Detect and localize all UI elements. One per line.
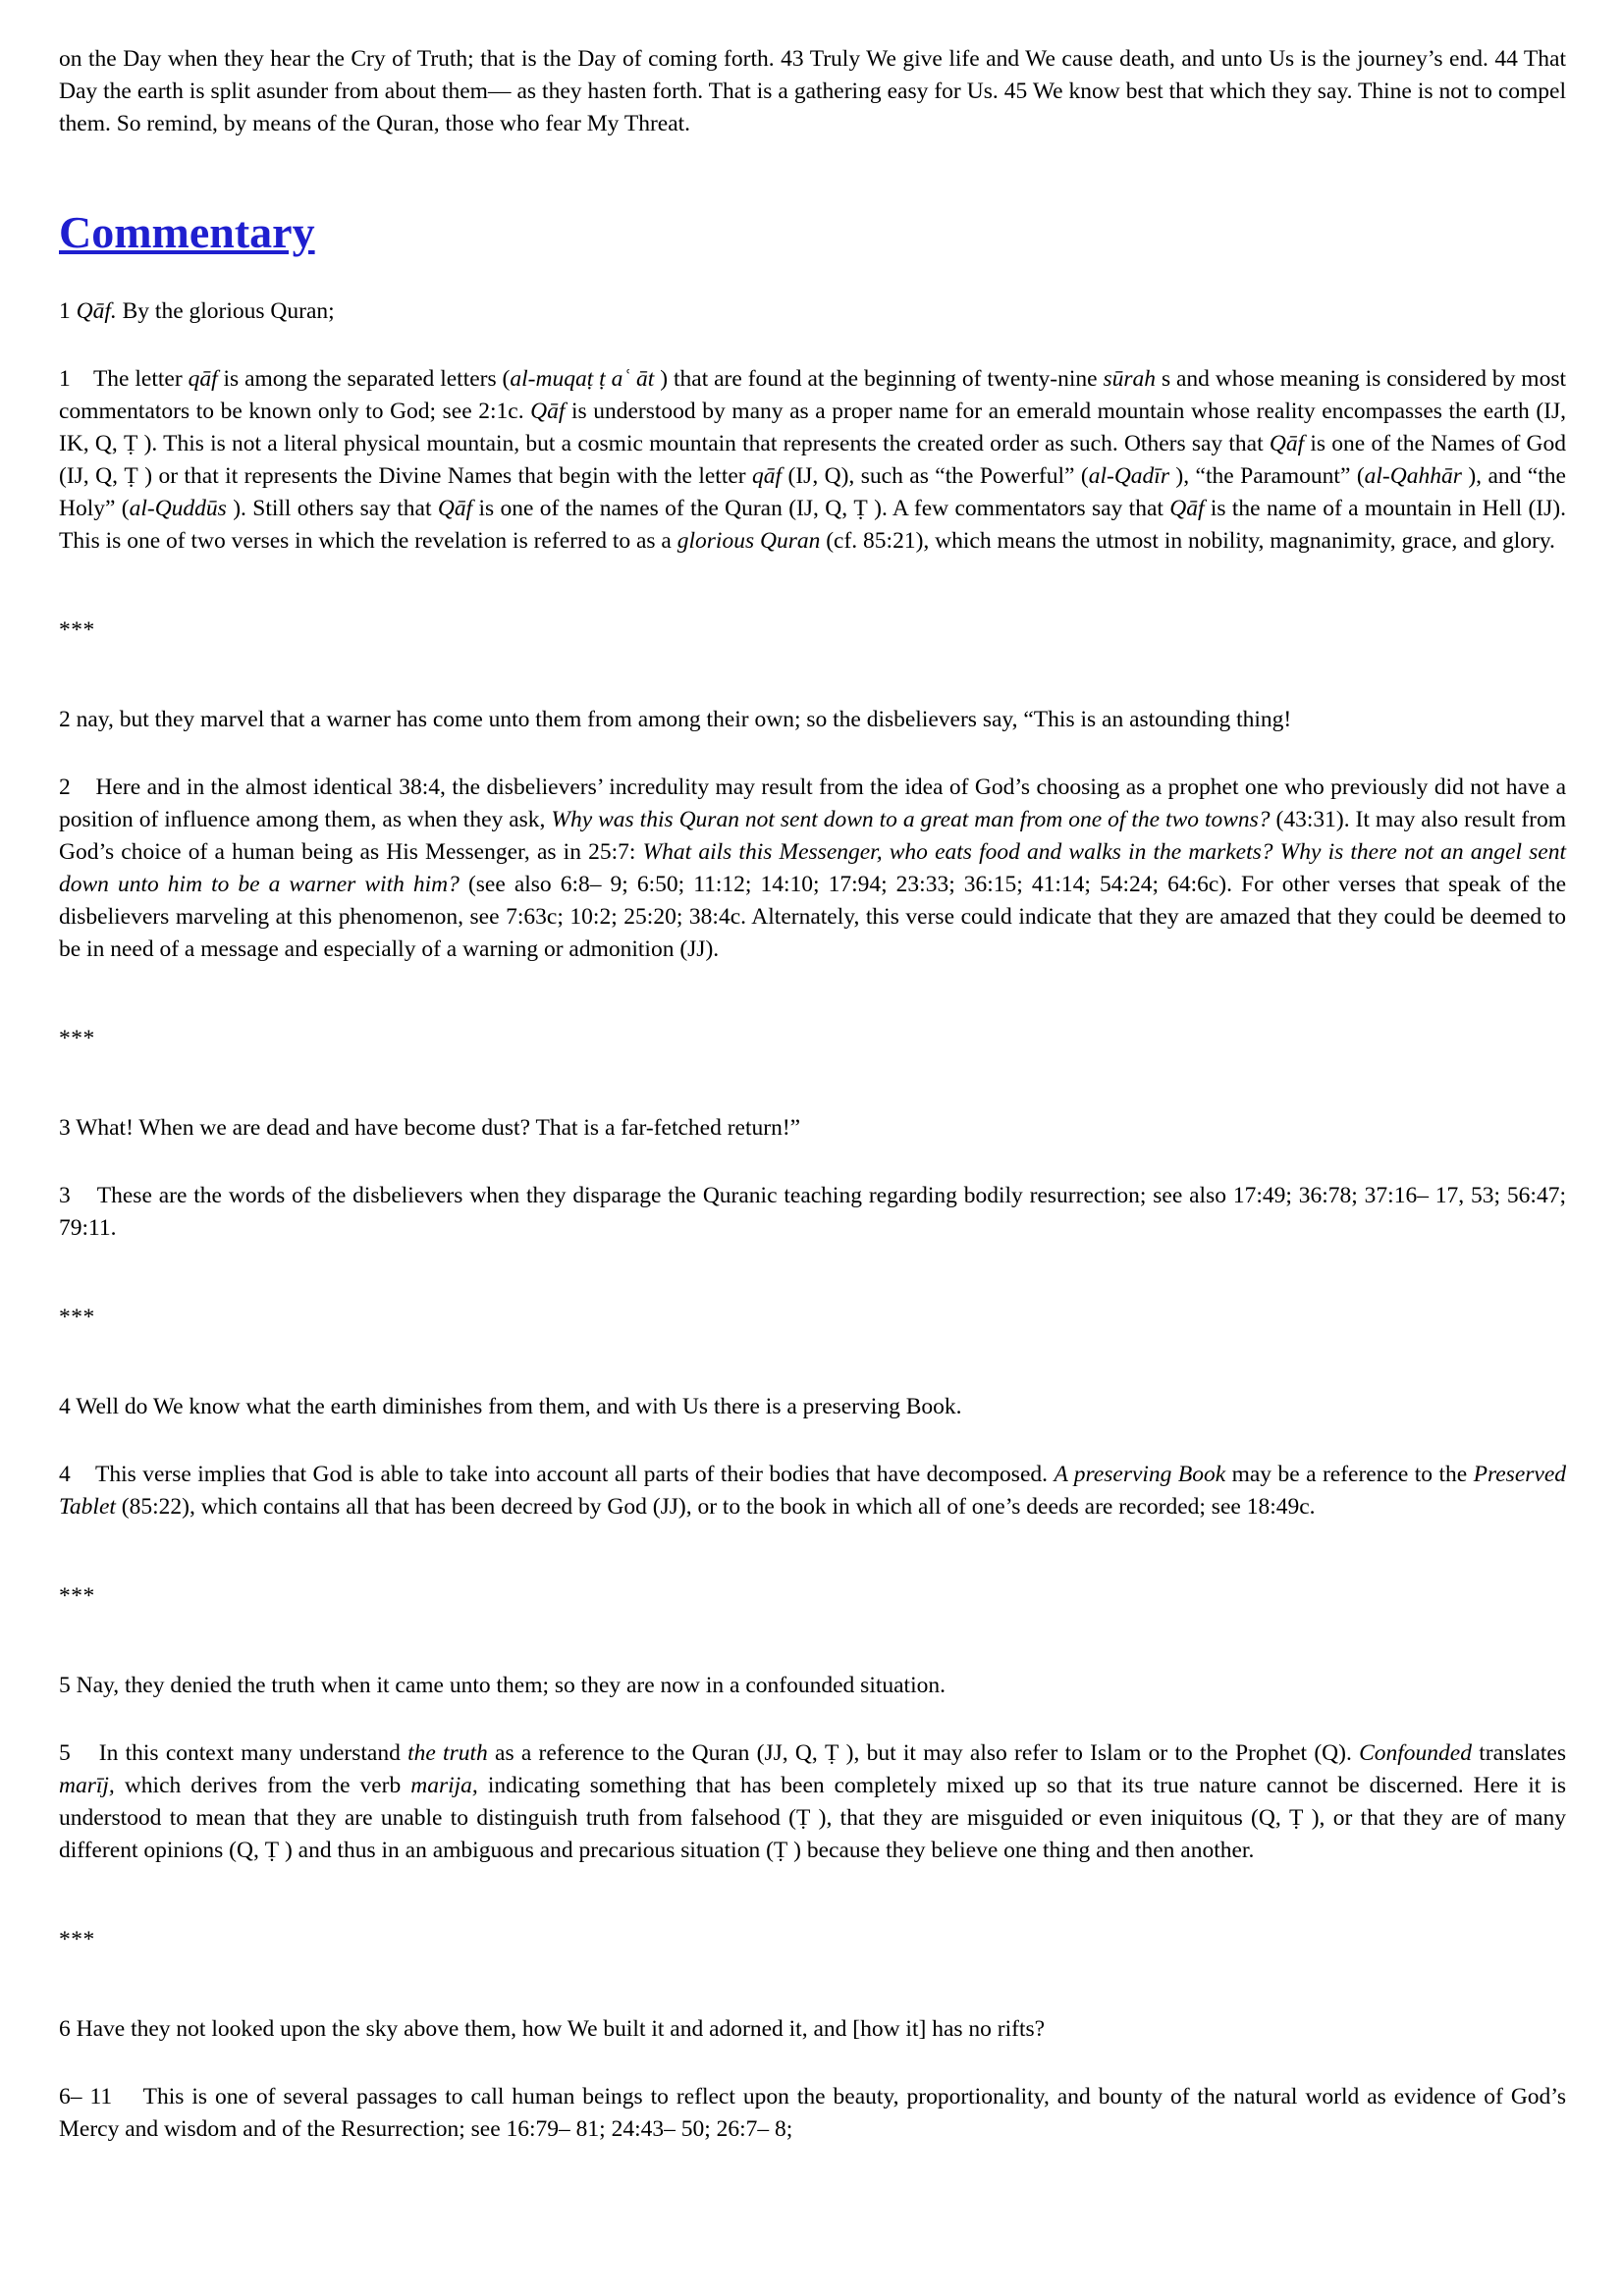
italic-run: marija, — [410, 1772, 478, 1798]
text-run: s and whose meaning is considered by most commentators to be known only to God; see 2:1c. — [59, 365, 1566, 424]
text-run: 4 This verse implies that God is able to take into account all parts of their bodies that have decomposed. — [59, 1461, 1055, 1487]
text-run: 3 These are the words of the disbelievers when they disparage the Quranic teaching regarding bodily resurrection; see also 17:49; 36:78; 37:16– 17, 53; 56:47; 79:11. — [59, 1182, 1566, 1241]
italic-run: Qāf — [530, 398, 566, 424]
text-run: ), “the Paramount” ( — [1168, 462, 1365, 489]
text-run: 1 The letter — [59, 365, 189, 392]
italic-run: al-Quddūs — [129, 495, 227, 521]
commentary-paragraph — [59, 2081, 1566, 2146]
verse-text — [59, 1112, 1566, 1145]
text-run: is one of the Names of God (IJ, Q, Ṭ ) or that it represents the Divine Names that begin with the letter — [59, 430, 1566, 489]
italic-run: Confounded — [1359, 1739, 1472, 1766]
text-run: 6– 11 This is one of several passages to call human beings to reflect upon the beauty, proportionality, and bounty of the natural world as evidence of God’s Mercy and wisdom and of the Resurrection; see 16:79– 81; 24:43– 50; 26:7– 8; — [59, 2083, 1566, 2142]
text-run: 1 — [59, 297, 77, 324]
text-run: 2 nay, but they marvel that a warner has come unto them from among their own; so the disbelievers say, “This is an astounding thing! — [59, 706, 1292, 732]
italic-run: Qāf — [1269, 430, 1305, 456]
section-separator: *** — [59, 616, 95, 643]
commentary-paragraph — [59, 363, 1566, 558]
italic-run: marīj, — [59, 1772, 115, 1798]
section-separator: *** — [59, 1926, 95, 1952]
text-run: as a reference to the Quran (JJ, Q, Ṭ ), but it may also refer to Islam or to the Prophet (Q). — [487, 1739, 1360, 1766]
text-run: (43:31). It may also result from God’s choice of a human being as His Messenger, as in 25:7: — [59, 806, 1566, 865]
text-run: 3 What! When we are dead and have become dust? That is a far-fetched return!” — [59, 1114, 801, 1141]
text-run: is understood by many as a proper name for an emerald mountain whose reality encompasses the earth (IJ, IK, Q, Ṭ ). This is not a literal physical mountain, but a cosmic mountain that represents the created order as such. Others say that — [59, 398, 1566, 456]
italic-run: Preserved Tablet — [59, 1461, 1566, 1520]
preamble-section — [59, 43, 1566, 140]
italic-run: Qāf. — [76, 297, 117, 324]
text-run: 6 Have they not looked upon the sky above them, how We built it and adorned it, and [how it] has no rifts? — [59, 2015, 1046, 2042]
text-run: (cf. 85:21), which means the utmost in nobility, magnanimity, grace, and glory. — [820, 527, 1555, 554]
commentary-paragraph — [59, 1737, 1566, 1867]
text-run: may be a reference to the — [1225, 1461, 1474, 1487]
text-run: indicating something that has been completely mixed up so that its true nature cannot be discerned. Here it is understood to mean that they are unable to distinguish truth from falsehood (Ṭ ), that they are misguided or even iniquitous (Q, Ṭ ), or that they are of many different opinions (Q, Ṭ ) and thus in an ambiguous and precarious situation (Ṭ ) because they believe one thing and then another. — [59, 1772, 1566, 1863]
text-run: ). Still others say that — [226, 495, 438, 521]
text-run: on the Day when they hear the Cry of Truth; that is the Day of coming forth. 43 Truly We give life and We cause death, and unto Us is the journey’s end. 44 That Day the earth is split asunder from about them— as they hasten forth. That is a gathering easy for Us. 45 We know best that which they say. Thine is not to compel them. So remind, by means of the Quran, those who fear My Threat. — [59, 46, 1566, 136]
italic-run: A preserving Book — [1054, 1461, 1226, 1487]
text-run: is the name of a mountain in Hell (IJ). This is one of two verses in which the revelation is referred to as a — [59, 495, 1566, 554]
commentary-heading: Commentary — [59, 207, 315, 257]
verse-text — [59, 1391, 1566, 1423]
italic-run: the truth — [407, 1739, 488, 1766]
section-separator: *** — [59, 1304, 95, 1330]
commentary-paragraph — [59, 1459, 1566, 1523]
italic-run: Qāf — [1169, 495, 1205, 521]
italic-run: al-Qadīr — [1088, 462, 1169, 489]
text-run: translates — [1471, 1739, 1566, 1766]
text-run: (see also 6:8– 9; 6:50; 11:12; 14:10; 17:94; 23:33; 36:15; 41:14; 54:24; 64:6c). For other verses that speak of the disbelievers marveling at this phenomenon, see 7:63c; 10:2; 25:20; 38:4c. Alternately, this verse could indicate that they are amazed that they could be deemed to be in need of a message and especially of a warning or admonition (JJ). — [59, 871, 1566, 962]
text-run: 4 Well do We know what the earth diminishes from them, and with Us there is a preserving Book. — [59, 1393, 962, 1419]
text-run: (85:22), which contains all that has been decreed by God (JJ), or to the book in which all of one’s deeds are recorded; see 18:49c. — [115, 1493, 1316, 1520]
italic-run: al-Qahhār — [1364, 462, 1462, 489]
section-separator: *** — [59, 1582, 95, 1609]
text-run: ) that are found at the beginning of twenty-nine — [654, 365, 1104, 392]
section-separator: *** — [59, 1025, 95, 1051]
verse-text — [59, 43, 1566, 140]
italic-run: Why was this Quran not sent down to a great man from one of the two towns? — [551, 806, 1271, 832]
text-run: 5 In this context many understand — [59, 1739, 408, 1766]
text-run: ), and “the Holy” ( — [59, 462, 1566, 521]
italic-run: qāf — [752, 462, 783, 489]
verse-text — [59, 1670, 1566, 1702]
text-run: 5 Nay, they denied the truth when it came unto them; so they are now in a confounded situation. — [59, 1672, 946, 1698]
italic-run: al-muqaṭ ṭ aʿ āt — [510, 365, 655, 392]
text-run: which derives from the verb — [114, 1772, 411, 1798]
italic-run: qāf — [188, 365, 218, 392]
text-run: 2 Here and in the almost identical 38:4, the disbelievers’ incredulity may result from the idea of God’s choosing as a prophet one who previously did not have a position of influence among them, as when they ask, — [59, 774, 1566, 832]
verse-text — [59, 2013, 1566, 2046]
italic-run: What ails this Messenger, who eats food and walks in the markets? Why is there not an angel sent down unto him to be a warner with him? — [59, 838, 1567, 897]
commentary-paragraph — [59, 1180, 1566, 1245]
text-run: is one of the names of the Quran (IJ, Q, Ṭ ). A few commentators say that — [472, 495, 1170, 521]
italic-run: Qāf — [437, 495, 473, 521]
text-run: By the glorious Quran; — [116, 297, 335, 324]
commentary-paragraph — [59, 772, 1566, 966]
verse-text — [59, 704, 1566, 736]
text-run: (IJ, Q), such as “the Powerful” ( — [782, 462, 1089, 489]
italic-run: glorious Quran — [676, 527, 821, 554]
verse-text — [59, 295, 1566, 328]
commentary-section — [59, 295, 1566, 2146]
text-run: is among the separated letters ( — [217, 365, 511, 392]
italic-run: sūrah — [1103, 365, 1157, 392]
